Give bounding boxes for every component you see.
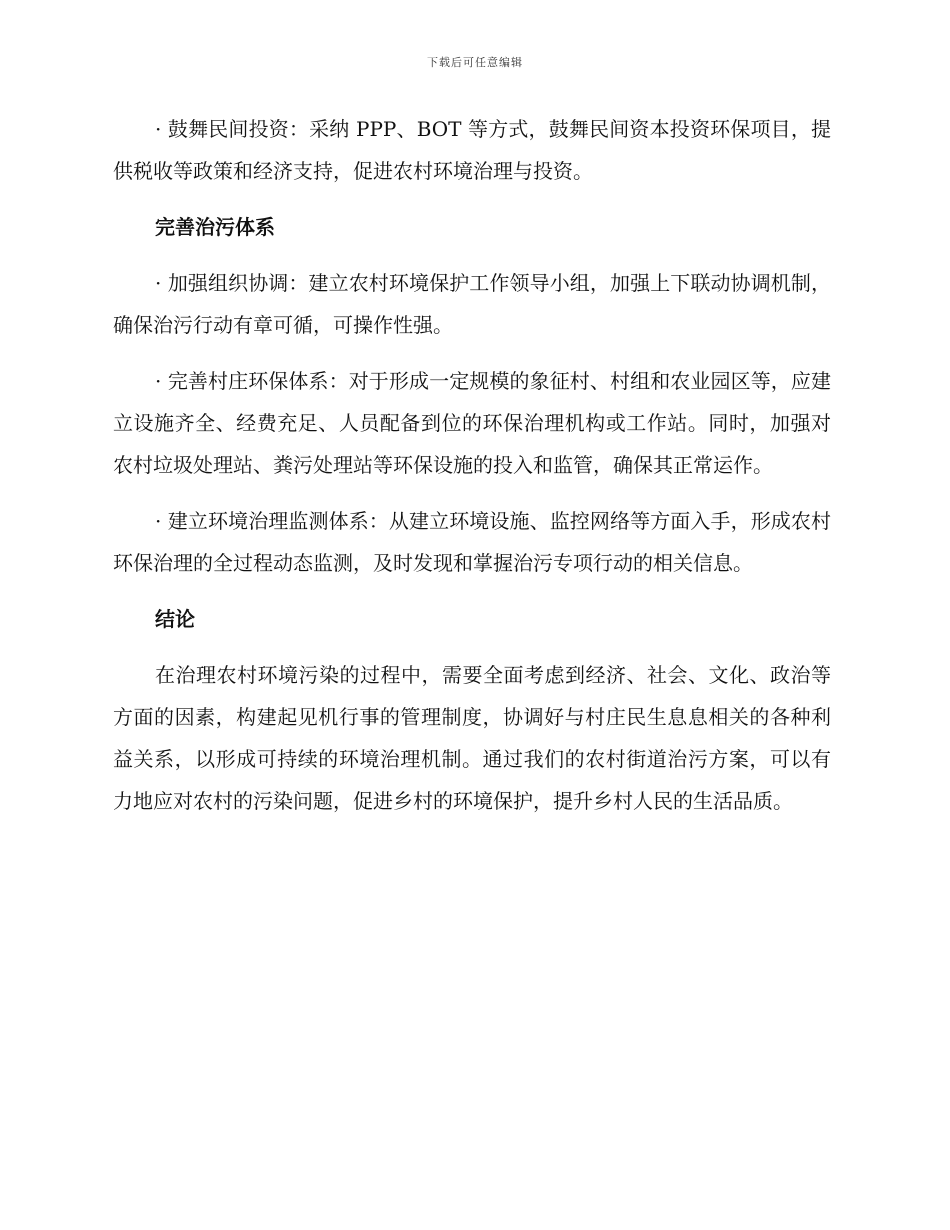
section-heading-pollution-system: 完善治污体系 [155, 215, 275, 239]
paragraph-monitoring-system: · 建立环境治理监测体系：从建立环境设施、监控网络等方面入手，形成农村环保治理的全过程动态监测，及时发现和掌握治污专项行动的相关信息。 [113, 509, 831, 575]
section-heading-conclusion: 结论 [155, 607, 195, 631]
paragraph-conclusion: 在治理农村环境污染的过程中，需要全面考虑到经济、社会、文化、政治等方面的因素，构建起见机行事的管理制度，协调好与村庄民生息息相关的各种利益关系，以形成可持续的环境治理机制。通过我们的农村街道治污方案，可以有力地应对农村的污染问题，促进乡村的环境保护，提升乡村人民的生活品质。 [113, 663, 831, 813]
document-body [113, 108, 831, 836]
paragraph-organization-coordination: · 加强组织协调：建立农村环境保护工作领导小组，加强上下联动协调机制，确保治污行动有章可循，可操作性强。 [113, 271, 831, 337]
page-header: 下载后可任意编辑 [427, 56, 523, 69]
paragraph-village-env-system: · 完善村庄环保体系：对于形成一定规模的象征村、村组和农业园区等，应建立设施齐全、经费充足、人员配备到位的环保治理机构或工作站。同时，加强对农村垃圾处理站、粪污处理站等环保设施的投入和监管，确保其正常运作。 [113, 369, 831, 477]
paragraph-private-investment: · 鼓舞民间投资：采纳 PPP、BOT 等方式，鼓舞民间资本投资环保项目，提供税收等政策和经济支持，促进农村环境治理与投资。 [113, 117, 831, 183]
